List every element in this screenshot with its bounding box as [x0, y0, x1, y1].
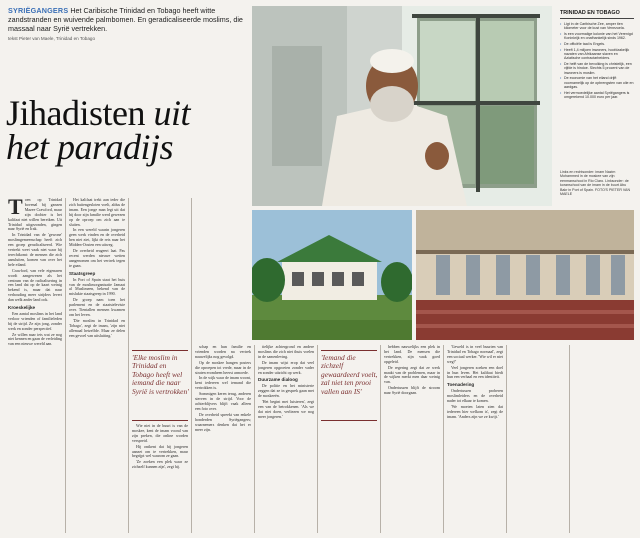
byline: tekst Pieter van Maele, Trinidad en Tobago: [8, 36, 95, 41]
column-rule: [317, 345, 318, 533]
headline-word-2: het paradijs: [6, 127, 174, 167]
photo-caption: Links en rechtsonder: imam Nazim Mohammed in de moskee van zijn eenmanschool in Rio Claro. Linksonder: de koranschool van de imam in de buurt Abu Bakr in Port of Spain. FOTO'S PIETER VAN MAELE: [560, 170, 631, 197]
body-column-2: [69, 198, 125, 533]
fact-box: [560, 10, 634, 101]
paragraph: Hij ontkent dat hij jongeren aanzet om te vertrekken, maar begrijpt wel waarom ze gaan.: [132, 443, 188, 459]
body-column-1: [8, 198, 62, 533]
paragraph: Wie niet in de buurt is van de moskee, kent de imam vooral van zijn preken, die online worden verspreid.: [132, 424, 188, 443]
school-photo-image: [252, 210, 412, 340]
column-rule: [443, 345, 444, 533]
paragraph: De regering zegt dat ze werk maakt van de problemen, maar in de wijken merkt men daar weinig van.: [384, 364, 440, 385]
paragraph: 'Die moslim in Trinidad en Tobago', zegt de imam, 'zijn niet allemaal hetzelfde. Maar ze delen een gevoel van uitsluiting.': [69, 317, 125, 338]
headline-word-1: Jihadisten: [6, 93, 145, 133]
paragraph: Sommigen keren terug, anderen sterven in de strijd. Voor de achterblijvers blijft vaak alleen een foto over.: [195, 391, 251, 411]
paragraph: tielijke achtergrond en andere moslims die zich niet thuis voelen in de samenleving.: [258, 345, 314, 359]
paragraph: Een aantal moslims in het land verloor vrienden of familieleden bij de strijd. Ze zijn jong, zonder werk en zonder perspectief.: [8, 310, 62, 331]
subheading: Kroeskelijke: [8, 305, 36, 311]
column-rule: [191, 198, 192, 533]
body-column-3: [132, 424, 188, 533]
body-column-7: [447, 345, 503, 533]
fact-item: • Het vermoedelijke aantal Syriëgangers is omgerekend 10.000 euro per jaar.: [560, 91, 634, 100]
school-photo: [252, 210, 412, 340]
body-column-4: [195, 345, 251, 533]
paragraph: In Port of Spain staat het huis van de moslimorganisatie Jamaat al Muslimeen, bekend van de mislukte staatsgreep in 1990.: [69, 276, 125, 297]
paragraph: 'Geweld is in veel buurten van Trinidad en Tobago normaal', zegt een sociaal werker. 'Wie wil er niet weg?': [447, 345, 503, 364]
paragraph: oen op Trinidad bovenal bij ganzen Mazee Crawford, maar zijn dochter is het kalifaat niet willen bereiken. Uit Trinidad uitgezonden, gingen naar Syrië en Irak.: [8, 198, 62, 232]
pull-quote-rule: [132, 420, 188, 421]
mosque-interior-photo-image: [416, 210, 634, 340]
paragraph: De groep nam toen het parlement en de staatstelevisie over. Tientallen mensen kwamen om het leven.: [69, 297, 125, 317]
body-column-5: [258, 345, 314, 533]
fact-item: • Ligt in de Caribische Zee, amper tien kilometer voor de kust van Venezuela.: [560, 22, 634, 31]
paragraph: Het kalifaat trekt aan ieder die zich buitengesloten voelt, aldus de imam. Een jonge man legt uit dat hij door zijn familie werd gewezen op de oproep om zich aan te sluiten.: [69, 198, 125, 227]
paragraph: In een wereld waarin jongeren geen werk vinden en de overheid hen niet ziet, lijkt de reis naar het Midden-Oosten een uitweg.: [69, 227, 125, 248]
pull-quote-rule: [132, 350, 188, 351]
pull-quote: 'Elke moslim in Trinidad en Tobago heeft wel iemand die naar Syrië is vertrokken': [132, 353, 189, 396]
mosque-interior-photo: [416, 210, 634, 340]
paragraph: 'Ze zoeken een plek waar ze zichzelf kunnen zijn', zegt hij.: [132, 459, 188, 470]
paragraph: Op de moskee hangen posters die oproepen tot vrede, maar in de straten eromheen heerst armoede.: [195, 359, 251, 375]
paragraph: De overheid reageert laat. Pas recent werden nieuwe wetten aangenomen om het vertrek tegen te gaan.: [69, 248, 125, 268]
paragraph: schap en hun familie en vrienden worden na vertrek nauwelijks nog gevolgd.: [195, 345, 251, 359]
paragraph: Ze willen naar iets wat ze nog niet kennen en gaan de verleiding van een nieuwe wereld aan.: [8, 331, 62, 347]
column-rule: [128, 198, 129, 533]
paragraph: In de wijk waar de imam woont, kent iedereen wel iemand die vertrokken is.: [195, 375, 251, 391]
column-rule: [569, 345, 570, 533]
body-column-6: [384, 345, 440, 533]
pull-quote: 'Iemand die zichzelf gewaardeerd voelt, zal niet ten prooi vallen aan IS': [321, 353, 378, 396]
paragraph: De overheid spreekt van enkele honderden Syriëgangers; waarnemers denken dat het er meer zijn.: [195, 411, 251, 432]
subheading: Duurzame dialoog: [258, 377, 298, 383]
fact-item: • Is een voormalige kolonie van het Verenigd Koninkrijk en onafhankelijk sinds 1962.: [560, 32, 634, 41]
subheading: Staatsgreep: [69, 270, 96, 276]
portrait-photo-image: [252, 6, 552, 206]
kicker: [8, 6, 246, 33]
subheading: Toenadering: [447, 382, 475, 388]
column-rule: [380, 345, 381, 533]
fact-item: • De economie van het eiland drijft voornamelijk op de opbrengsten van olie en aardgas.: [560, 76, 634, 89]
paragraph: Veel jongeren zoeken een doel in hun leven. Het kalifaat biedt hun een verhaal en een identiteit.: [447, 364, 503, 380]
fact-item: • De helft van de bevolking is christelijk, een vijfde is hindoe. Slechts 5 procent van de inwoners is moslim.: [560, 62, 634, 75]
headline-line-2: [6, 127, 254, 167]
fact-list: [560, 22, 634, 100]
headline-line-1: [6, 93, 254, 133]
paragraph: Crawford, van vele eigenaren wordt aangewezen als het centrum van de radicalisering in een land dat op de kaart weinig bekend is, maar dat naar verhouding meer strijders levert dan welk ander land ook.: [8, 267, 62, 303]
paragraph: hebben nauwelijks een plek in het land. De mensen die vertrekken, zijn vaak goed opgeleid.: [384, 345, 440, 364]
paragraph: 'We moeten laten zien dat iedereen hier welkom is', zegt de imam. 'Anders zijn we ze kwijt.': [447, 403, 503, 419]
column-rule: [506, 345, 507, 533]
paragraph: Ondertussen blijft de stroom naar Syrië doorgaan.: [384, 385, 440, 396]
pull-quote-rule: [321, 420, 377, 421]
fact-box-title: TRINIDAD EN TOBAGO: [560, 10, 634, 19]
paragraph: In Trinidad van de 'gewone' moslimgemeenschap heeft zich een groep geradicaliseerd. Wie vertrekt weet vaak niet waar hij terechtkomt: de mensen die zich aansluiten, komen van over het hele eiland.: [8, 232, 62, 267]
kicker-text: Het Caribische Trinidad en Tobago heeft witte zandstranden en wuivende palmbomen. En geradicaliseerde moslims, die massaal naar Syrië vertrekken.: [8, 6, 243, 33]
headline: [6, 93, 254, 167]
paragraph: De politie en het ministerie zeggen dat ze in gesprek gaan met de moskeeën.: [258, 383, 314, 399]
article-header: [8, 6, 246, 41]
pull-quote-rule: [321, 350, 377, 351]
paragraph: Ondertussen proberen moslimleiders en de overheid nader tot elkaar te komen.: [447, 388, 503, 404]
drop-cap: T: [8, 198, 23, 219]
paragraph: 'Het begint met luisteren', zegt een van de betrokkenen. 'Als we dat niet doen, verliezen we nog meer jongeren.': [258, 399, 314, 419]
fact-item: • De officiële taal is Engels.: [560, 42, 634, 46]
column-rule: [254, 345, 255, 533]
paragraph: De imam wijst erop dat veel jongeren opgroeien zonder vader en zonder uitzicht op werk.: [258, 359, 314, 375]
column-rule: [65, 198, 66, 533]
headline-word-italic: uit: [153, 93, 190, 133]
kicker-label: SYRIËGANGERS: [8, 6, 69, 15]
portrait-photo: [252, 6, 552, 206]
fact-item: • Heeft 1,4 miljoen inwoners, hoofdzakelijk nazaten van Afrikaanse slaven en Aziatische contractarbeiders.: [560, 48, 634, 61]
